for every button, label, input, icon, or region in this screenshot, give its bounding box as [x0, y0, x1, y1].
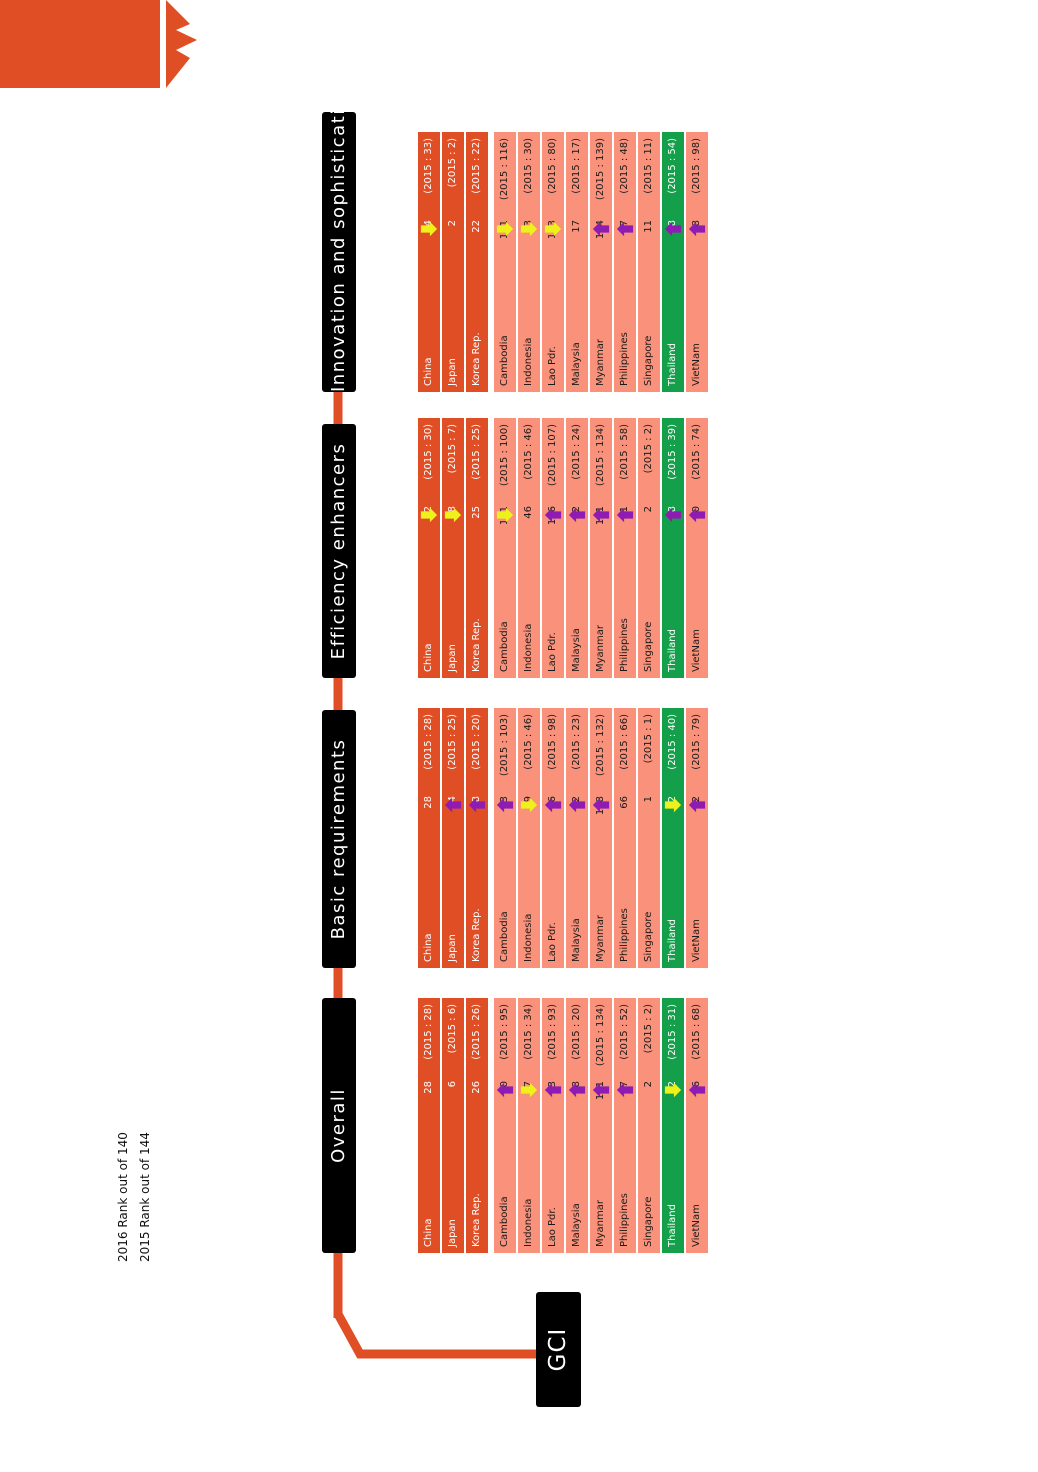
arrow-up-icon	[592, 796, 610, 814]
rank-2015: (2015 : 17)	[571, 138, 582, 194]
country-name: VietNam	[691, 343, 702, 386]
rank-2015: (2015 : 7)	[447, 424, 458, 474]
arrow-up-icon	[688, 220, 706, 238]
arrow-up-icon	[592, 220, 610, 238]
rank-2016: 2	[643, 506, 654, 513]
country-name: Singapore	[643, 911, 654, 962]
arrow-up-icon	[568, 1081, 586, 1099]
rank-2015: (2015 : 107)	[547, 424, 558, 487]
rank-2015: (2015 : 2)	[643, 424, 654, 474]
country-name: Korea Rep.	[471, 908, 482, 962]
country-name: China	[423, 643, 434, 672]
rank-2016: 2	[643, 1081, 654, 1088]
arrow-up-icon	[544, 796, 562, 814]
country-name: Cambodia	[499, 1196, 510, 1247]
rank-2015: (2015 : 28)	[423, 714, 434, 770]
rank-2015: (2015 : 23)	[571, 714, 582, 770]
arrow-up-icon	[568, 796, 586, 814]
country-name: Malaysia	[571, 342, 582, 386]
rank-2015: (2015 : 132)	[595, 714, 606, 777]
arrow-down-icon	[420, 220, 438, 238]
arrow-down-icon	[544, 220, 562, 238]
country-name: Malaysia	[571, 1203, 582, 1247]
rank-2015: (2015 : 40)	[667, 714, 678, 770]
country-name: Cambodia	[499, 621, 510, 672]
rank-2015: (2015 : 98)	[691, 138, 702, 194]
country-name: Myanmar	[595, 625, 606, 672]
arrow-down-icon	[444, 506, 462, 524]
country-name: Cambodia	[499, 911, 510, 962]
rank-2015: (2015 : 25)	[471, 424, 482, 480]
rank-2016: 26	[471, 1081, 482, 1094]
country-name: Lao Pdr.	[547, 922, 558, 962]
arrow-up-icon	[688, 796, 706, 814]
rank-2015: (2015 : 54)	[667, 138, 678, 194]
rank-2015: (2015 : 103)	[499, 714, 510, 777]
country-name: Philippines	[619, 618, 630, 672]
arrow-up-icon	[688, 506, 706, 524]
arrow-down-icon	[496, 220, 514, 238]
rank-2015: (2015 : 24)	[571, 424, 582, 480]
rank-2015: (2015 : 52)	[619, 1004, 630, 1060]
arrow-up-icon	[616, 506, 634, 524]
rank-2016: 22	[471, 220, 482, 233]
country-name: Lao Pdr.	[547, 1207, 558, 1247]
rank-2015: (2015 : 98)	[547, 714, 558, 770]
rank-2015: (2015 : 46)	[523, 424, 534, 480]
rank-2015: (2015 : 74)	[691, 424, 702, 480]
rank-2015: (2015 : 34)	[523, 1004, 534, 1060]
rank-2015: (2015 : 79)	[691, 714, 702, 770]
rank-2015: (2015 : 116)	[499, 138, 510, 201]
note-2015: 2015 Rank out of 144	[138, 1132, 152, 1262]
rank-2015: (2015 : 20)	[471, 714, 482, 770]
arrow-up-icon	[592, 506, 610, 524]
arrow-down-icon	[496, 506, 514, 524]
rank-2015: (2015 : 134)	[595, 1004, 606, 1067]
rank-2015: (2015 : 93)	[547, 1004, 558, 1060]
rank-2015: (2015 : 1)	[643, 714, 654, 764]
arrow-up-icon	[664, 220, 682, 238]
country-name: VietNam	[691, 629, 702, 672]
country-name: Thailand	[667, 919, 678, 962]
country-name: Indonesia	[523, 623, 534, 672]
rank-2015: (2015 : 134)	[595, 424, 606, 487]
arrow-up-icon	[544, 506, 562, 524]
rank-notes	[112, 1092, 156, 1262]
rank-2015: (2015 : 48)	[619, 138, 630, 194]
arrow-up-icon	[444, 796, 462, 814]
rank-2015: (2015 : 25)	[447, 714, 458, 770]
country-name: Philippines	[619, 332, 630, 386]
rank-2015: (2015 : 2)	[447, 138, 458, 188]
rank-2015: (2015 : 20)	[571, 1004, 582, 1060]
country-name: VietNam	[691, 1204, 702, 1247]
country-name: Japan	[447, 644, 458, 672]
rank-2015: (2015 : 139)	[595, 138, 606, 201]
gci-label: GCI	[545, 1327, 571, 1372]
country-name: Indonesia	[523, 337, 534, 386]
rank-2016: 2	[447, 220, 458, 227]
country-name: China	[423, 357, 434, 386]
arrow-down-icon	[664, 796, 682, 814]
rank-2015: (2015 : 58)	[619, 424, 630, 480]
arrow-down-icon	[520, 796, 538, 814]
rank-2015: (2015 : 95)	[499, 1004, 510, 1060]
rank-2015: (2015 : 22)	[471, 138, 482, 194]
rank-2016: 25	[471, 506, 482, 519]
rank-2016: 66	[619, 796, 630, 809]
country-name: Myanmar	[595, 915, 606, 962]
note-2016: 2016 Rank out of 140	[116, 1132, 130, 1262]
arrow-up-icon	[664, 506, 682, 524]
arrow-down-icon	[420, 506, 438, 524]
rank-2016: 8	[447, 506, 458, 513]
rank-2015: (2015 : 33)	[423, 138, 434, 194]
header-basic-requirements-label: Basic requirements	[328, 738, 349, 940]
country-name: Thailand	[667, 343, 678, 386]
rank-2015: (2015 : 2)	[643, 1004, 654, 1054]
country-name: Cambodia	[499, 335, 510, 386]
country-name: Japan	[447, 358, 458, 386]
rank-2016: 17	[571, 220, 582, 233]
country-name: Japan	[447, 1219, 458, 1247]
country-name: Japan	[447, 934, 458, 962]
country-name: VietNam	[691, 919, 702, 962]
arrow-down-icon	[520, 220, 538, 238]
country-name: Myanmar	[595, 1200, 606, 1247]
country-name: Lao Pdr.	[547, 346, 558, 386]
country-name: Singapore	[643, 621, 654, 672]
arrow-up-icon	[616, 1081, 634, 1099]
rank-2015: (2015 : 80)	[547, 138, 558, 194]
arrow-up-icon	[616, 220, 634, 238]
rank-2015: (2015 : 100)	[499, 424, 510, 487]
rank-2016: 11	[643, 220, 654, 233]
country-name: China	[423, 933, 434, 962]
country-name: Thailand	[667, 1204, 678, 1247]
country-name: Thailand	[667, 629, 678, 672]
arrow-down-icon	[520, 1081, 538, 1099]
country-name: Lao Pdr.	[547, 632, 558, 672]
rank-2015: (2015 : 11)	[643, 138, 654, 194]
rank-2015: (2015 : 30)	[523, 138, 534, 194]
country-name: Myanmar	[595, 339, 606, 386]
arrow-up-icon	[496, 1081, 514, 1099]
rank-2016: 28	[423, 1081, 434, 1094]
arrow-up-icon	[496, 796, 514, 814]
rank-2016: 6	[447, 1081, 458, 1088]
rank-2016: 1	[643, 796, 654, 803]
arrow-up-icon	[592, 1081, 610, 1099]
rank-2015: (2015 : 39)	[667, 424, 678, 480]
arrow-up-icon	[568, 506, 586, 524]
country-name: Singapore	[643, 1196, 654, 1247]
rank-2016: 28	[423, 796, 434, 809]
rank-2015: (2015 : 31)	[667, 1004, 678, 1060]
header-overall-label: Overall	[328, 1088, 349, 1163]
header-innovation-sophistication-label: Innovation and sophistication	[328, 82, 349, 392]
header-efficiency-enhancers-label: Efficiency enhancers	[328, 442, 349, 660]
rank-2016: 46	[523, 506, 534, 519]
rank-2015: (2015 : 46)	[523, 714, 534, 770]
country-name: Indonesia	[523, 913, 534, 962]
country-name: Philippines	[619, 1193, 630, 1247]
rank-2015: (2015 : 30)	[423, 424, 434, 480]
rank-2015: (2015 : 6)	[447, 1004, 458, 1054]
country-name: Korea Rep.	[471, 618, 482, 672]
arrow-down-icon	[664, 1081, 682, 1099]
arrow-up-icon	[688, 1081, 706, 1099]
country-name: Korea Rep.	[471, 1193, 482, 1247]
country-name: Malaysia	[571, 628, 582, 672]
rank-2015: (2015 : 28)	[423, 1004, 434, 1060]
arrow-up-icon	[468, 796, 486, 814]
arrow-up-icon	[544, 1081, 562, 1099]
country-name: Korea Rep.	[471, 332, 482, 386]
rank-2015: (2015 : 26)	[471, 1004, 482, 1060]
country-name: China	[423, 1218, 434, 1247]
rank-2015: (2015 : 66)	[619, 714, 630, 770]
country-name: Philippines	[619, 908, 630, 962]
rank-2015: (2015 : 68)	[691, 1004, 702, 1060]
country-name: Singapore	[643, 335, 654, 386]
country-name: Indonesia	[523, 1198, 534, 1247]
country-name: Malaysia	[571, 918, 582, 962]
